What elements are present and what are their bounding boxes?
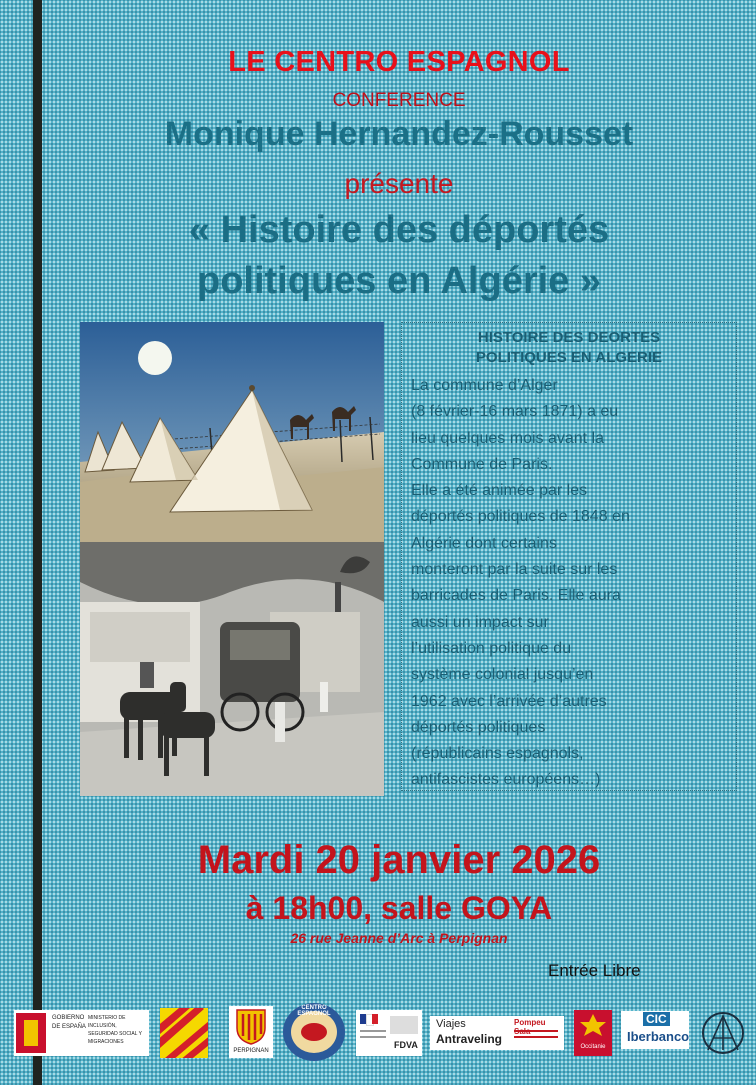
organizer-title: LE CENTRO ESPAGNOL <box>228 46 570 78</box>
centro-espagnol-logo: CENTRO ESPAGNOL <box>283 1003 345 1061</box>
conference-title-line1: « Histoire des déportés <box>188 209 610 251</box>
description-textbox <box>401 322 737 791</box>
speaker-name: Monique Hernandez-Rousset <box>164 115 634 153</box>
occitanie-logo: Occitanie <box>574 1010 612 1056</box>
perpignan-logo: PERPIGNAN <box>229 1006 273 1058</box>
gobierno-espana-logo: GOBIERNO DE ESPAÑA MINISTERIO DE INCLUSIÓN, SEGURIDAD SOCIAL Y MIGRACIONES <box>14 1010 149 1056</box>
cic-iberbanco-logo: CIC Iberbanco <box>621 1011 689 1049</box>
fdva-logo: FDVA <box>356 1010 422 1056</box>
event-date: Mardi 20 janvier 2026 <box>197 838 601 882</box>
left-vertical-bar <box>33 0 42 1085</box>
textbox-body: La commune d’Alger (8 février-16 mars 1871) a eu lieu quelques mois avant la Commune de Paris. Elle a été animée par les déportés politiques de 1848 en Algérie dont certains monteront par la suite sur les barricades de Paris. Elle aura aussi un impact sur l’utilisation politique du système colonial jusqu’en 1962 avec l’arrivée d’autres déportés politiques (républicains espagnols, antifascistes européens…) <box>411 377 630 789</box>
monogram-logo <box>700 1010 746 1056</box>
textbox-heading-line1: HISTOIRE DES DEORTES <box>477 329 661 346</box>
event-time-place: à 18h00, salle GOYA <box>245 890 553 926</box>
desert-camp-painting <box>80 322 384 542</box>
event-address: 26 rue Jeanne d’Arc à Perpignan <box>290 930 508 946</box>
viajes-antraveling-logo: Viajes Antraveling Pompeu <box>430 1016 564 1050</box>
conference-title-line2: politiques en Algérie » <box>196 260 601 302</box>
event-type: CONFERENCE <box>332 90 466 111</box>
catalan-flag-logo <box>160 1008 208 1058</box>
historic-carriage-photo <box>80 542 384 796</box>
textbox-heading-line2: POLITIQUES EN ALGERIE <box>475 349 663 366</box>
presents-text: présente <box>344 168 454 199</box>
entry-free-text: Entrée Libre <box>548 961 641 980</box>
